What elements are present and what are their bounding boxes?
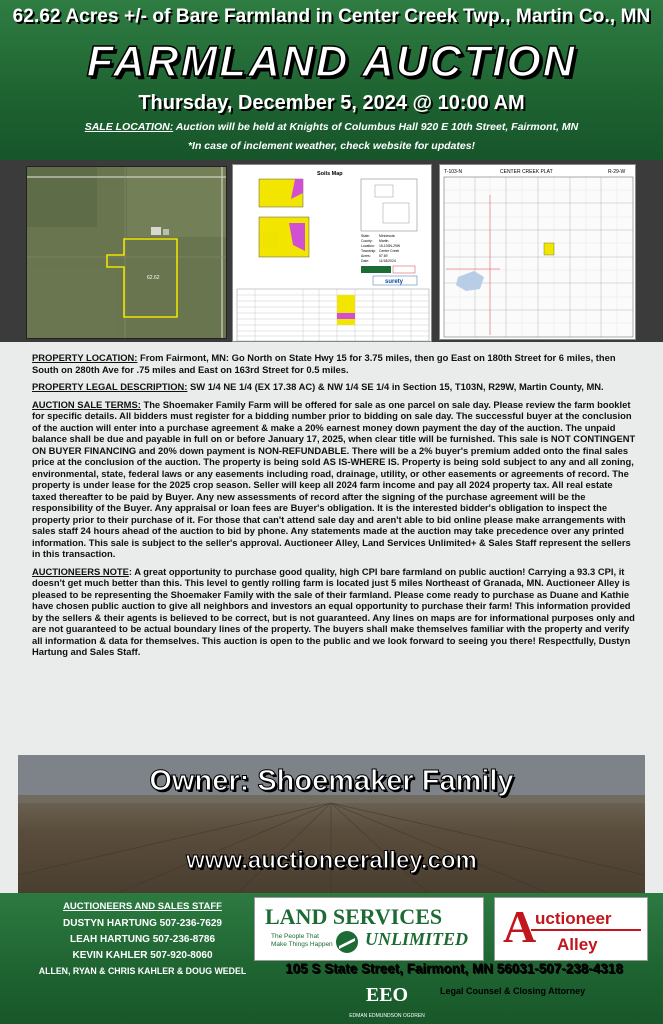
staff-contact: KEVIN KAHLER 507-920-8060	[72, 950, 213, 961]
land-services-logo	[254, 897, 484, 961]
auction-sale-terms	[32, 399, 637, 560]
svg-text:Acres:: Acres:	[361, 254, 371, 258]
svg-text:uctioneer: uctioneer	[535, 909, 612, 928]
property-location-label: PROPERTY LOCATION:	[32, 352, 138, 363]
aerial-map	[26, 166, 227, 339]
svg-text:EEO: EEO	[365, 984, 409, 1006]
svg-text:Minnesota: Minnesota	[379, 234, 395, 238]
sales-staff	[30, 901, 255, 981]
plat-title: CENTER CREEK PLAT	[500, 169, 553, 175]
legal-counsel: Legal Counsel & Closing Attorney	[440, 986, 586, 996]
staff-contact: DUSTYN HARTUNG 507-236-7629	[63, 918, 222, 929]
header-banner	[0, 0, 663, 160]
svg-text:15-103N-29W: 15-103N-29W	[379, 244, 401, 248]
sale-location	[0, 121, 663, 133]
svg-text:A: A	[503, 901, 537, 952]
svg-text:Martin: Martin	[379, 239, 389, 243]
company-address: 105 S State Street, Fairmont, MN 56031-507-238-4318	[285, 961, 623, 976]
svg-text:The People That: The People That	[271, 933, 319, 940]
svg-text:UNLIMITED: UNLIMITED	[365, 929, 469, 949]
soils-map	[232, 164, 432, 342]
owner-banner	[18, 755, 645, 893]
svg-text:EDMAN EDMUNDSON OGDREN: EDMAN EDMUNDSON OGDREN	[349, 1013, 425, 1019]
svg-text:Center Creek: Center Creek	[379, 249, 400, 253]
soils-map-title: Soils Map	[317, 171, 343, 177]
svg-text:Township:: Township:	[361, 249, 377, 253]
svg-text:State:: State:	[361, 234, 370, 238]
auction-date: Thursday, December 5, 2024 @ 10:00 AM	[138, 92, 525, 114]
weather-note: *In case of inclement weather, check website for updates!	[187, 140, 476, 152]
property-location	[32, 352, 637, 375]
auction-sale-terms-text: The Shoemaker Family Farm will be offered for sale as one parcel on sale day. Please review the farm booklet for specific details. All bidders must register for a bidding number prior to bidding on sale day. The successful buyer at the conclusion of the auction will enter into a purchase agreement & make a 20% earnest money down payment the day of the auction. The unpaid balance shall be due and payable in full on or before January 17, 2025, when clear title will be furnished. This sale is NOT CONTINGENT ON BUYER FINANCING and 20% down payment is NON-REFUNDABLE. There will be a 2% buyer's premium added onto the final sales price at the conclusion of the auction. The property is being sold AS IS-WHERE IS. Property is being sold subject to any and all zoning, environmental, state, federal laws or any easements including road, drainage, utility, or other easements or agreements of record. The property is under lease for the 2025 crop season. Seller will keep all 2024 farm income and pay all 2024 property tax. All real estate taxed thereafter to be paid by Buyer. Any new assessments of record after the signing of the purchase agreement will be the responsibility of the Buyer. Any appraisal or loan fees are Buyer's obligation. It is the interested bidder's obligation to inspect the property prior to their purchase of it. For those that can't attend sale day and aren't able to bid online please make arrangements with sales staff 24 hours ahead of the auction to bid by phone. Any statements made at the auction may take precedence over any printed information. This sale is subject to the seller's approval. Auctioneer Alley, Land Services Unlimited+ & Sales Staff represent the sellers in this transaction.	[32, 398, 636, 559]
svg-text:Make Things Happen: Make Things Happen	[271, 941, 333, 948]
staff-contact: LEAH HARTUNG 507-236-8786	[69, 934, 216, 945]
plat-map	[439, 164, 636, 340]
staff-extra: ALLEN, RYAN & CHRIS KAHLER & DOUG WEDEL	[38, 966, 247, 976]
svg-text:Location:: Location:	[361, 244, 375, 248]
legal-description-label: PROPERTY LEGAL DESCRIPTION:	[32, 381, 188, 392]
eeo-logo	[337, 979, 437, 1024]
svg-text:Alley: Alley	[557, 935, 598, 954]
svg-text:County:: County:	[361, 239, 373, 243]
website-link[interactable]: www.auctioneeralley.com	[186, 847, 477, 874]
auctioneers-note-label: AUCTIONEERS NOTE	[32, 565, 129, 577]
headline: 62.62 Acres +/- of Bare Farmland in Center Creek Twp., Martin Co., MN	[12, 6, 651, 27]
svg-text:11/18/2024: 11/18/2024	[379, 259, 396, 263]
sale-location-text: Auction will be held at Knights of Columbus Hall 920 E 10th Street, Fairmont, MN	[173, 121, 579, 133]
plat-township: T-103-N	[444, 169, 463, 175]
auctioneers-note	[32, 566, 637, 658]
legal-description-text: SW 1/4 NE 1/4 (EX 17.38 AC) & NW 1/4 SE 1/4 in Section 15, T103N, R29W, Martin County, MN.	[187, 381, 604, 392]
sale-location-label: SALE LOCATION:	[84, 121, 174, 133]
plat-range: R-29-W	[608, 169, 626, 175]
surety-logo: surety	[385, 279, 404, 285]
svg-text:Date:: Date:	[361, 259, 370, 263]
legal-description	[32, 381, 637, 393]
svg-text:62.62: 62.62	[147, 275, 160, 281]
property-location-text: From Fairmont, MN: Go North on State Hwy 15 for 3.75 miles, then go East on 180th Street for 6 miles, then South on 280th Ave for .75 miles and East on 163rd Street for 0.5 miles.	[32, 352, 616, 375]
sales-staff-header: AUCTIONEERS AND SALES STAFF	[63, 901, 222, 912]
owner-name: Owner: Shoemaker Family	[149, 765, 514, 797]
auctioneer-alley-logo	[494, 897, 648, 961]
auction-sale-terms-label: AUCTION SALE TERMS:	[32, 398, 141, 410]
auctioneers-note-text: : A great opportunity to purchase good quality, high CPI bare farmland on public auction! Carrying a 93.3 CPI, it doesn't get much better than this. This level to gently rolling farm is located just 5 miles Northeast of Granada, MN. Auctioneer Alley is pleased to be representing the Shoemaker Family with the sale of their farmland. Please come ready to purchase as Duane and Kathie have chosen public auction to give all neighbors and investors an equal opportunity to purchase their farm! This information provided by the sellers & their agents is believed to be correct, but is not guaranteed. Any lines on maps are for informational purposes only and are not guaranteed to be actual boundary lines of the property. The buyers shall make themselves familiar with the property and verify all information & data for themselves. This auction is open to the public and we look forward to seeing you there! Respectfully, Dustyn Hartung and Sales Staff.	[32, 565, 635, 657]
page-title: FARMLAND AUCTION	[86, 37, 577, 86]
svg-text:LAND SERVICES: LAND SERVICES	[265, 904, 443, 929]
property-details	[32, 352, 637, 664]
svg-text:57.69: 57.69	[379, 254, 388, 258]
